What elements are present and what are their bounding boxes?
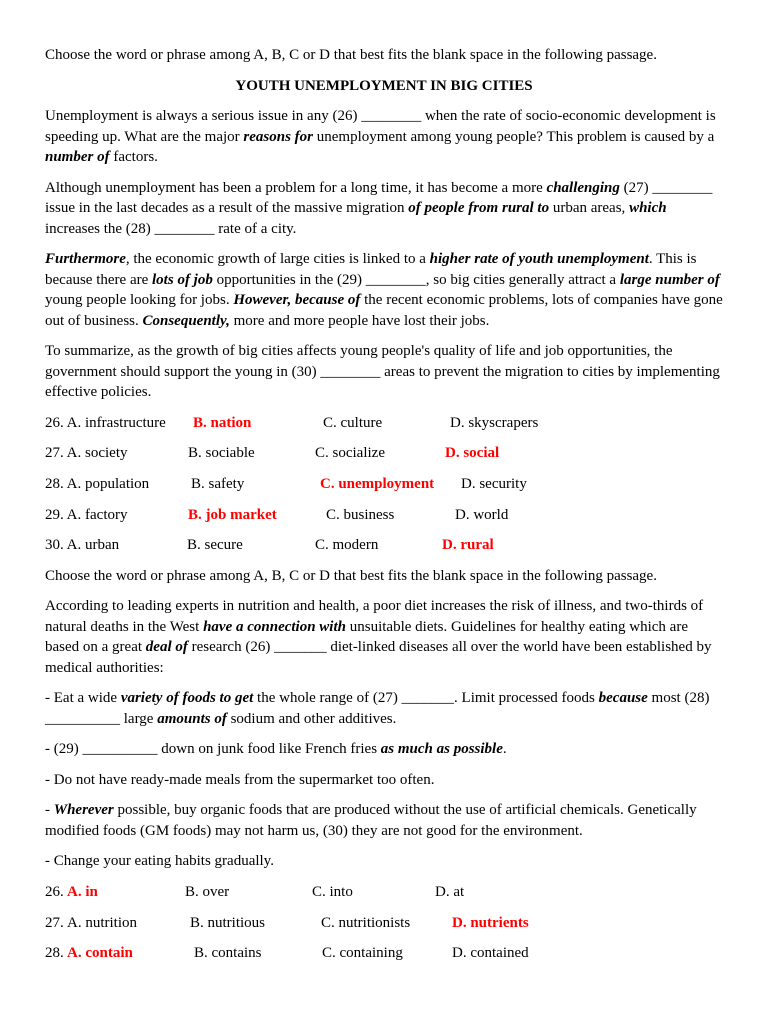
text-run: - Do not have ready-made meals from the supermarket too often. — [45, 771, 435, 788]
option: 26. A. infrastructure — [45, 414, 166, 431]
emphasis-text: large number of — [619, 271, 720, 288]
question-row — [45, 943, 723, 964]
question-row — [45, 535, 723, 556]
emphasis-text: of people from rural to — [408, 200, 550, 216]
question-row — [45, 882, 723, 903]
option: 29. A. factory — [45, 506, 128, 523]
question-number: 27. — [45, 914, 64, 931]
text-run: more and more people have lost their jobs. — [229, 312, 490, 329]
text-run: (27) ________ issue in the last decades as a result of the massive migration — [45, 179, 713, 216]
passage2-bullet-3 — [45, 770, 723, 791]
question-row — [45, 443, 723, 464]
question-row — [45, 474, 723, 495]
option: C. business — [326, 506, 395, 523]
correct-answer-option: B. nation — [193, 414, 252, 431]
text-run: possible, buy organic foods that are produced without the use of artificial chemicals. Genetically modified foods (GM foods) may not harm us, (30) they are not good for the environment. — [45, 802, 697, 839]
option: 28. A. population — [45, 475, 150, 492]
passage2-bullet-2 — [45, 739, 723, 760]
passage1-paragraph-2 — [45, 178, 723, 240]
correct-answer-option: A. contain — [67, 945, 133, 962]
passage1-paragraph-3 — [45, 249, 723, 331]
text-run: young people looking for jobs. — [45, 292, 234, 308]
emphasis-text: have a connection with — [203, 618, 346, 635]
text-run: opportunities in the (29) ________, so big cities generally attract a — [212, 271, 620, 288]
option: D. security — [461, 475, 527, 492]
text-run: , the economic growth of large cities is linked to a — [125, 251, 430, 267]
option: B. contains — [194, 945, 262, 962]
emphasis-text: lots of job — [152, 271, 213, 288]
option: C. socialize — [315, 445, 385, 462]
passage2-questions — [45, 882, 723, 964]
emphasis-text: higher rate of youth unemployment — [429, 251, 649, 267]
option: B. over — [185, 883, 230, 900]
option: D. world — [455, 506, 509, 523]
emphasis-text: However, because of — [233, 292, 361, 308]
correct-answer-option: C. unemployment — [320, 475, 435, 492]
text-run: urban areas, — [549, 200, 630, 216]
emphasis-text: because — [598, 690, 648, 707]
text-run: To summarize, as the growth of big cities affects young people's quality of life and job opportunities, the government should support the young in (30) ________ areas to prevent the migration to cities by implementing effective policies. — [45, 343, 720, 400]
passage1-title: YOUTH UNEMPLOYMENT IN BIG CITIES — [235, 77, 533, 94]
text-run: unemployment among young people? This problem is caused by a — [313, 128, 715, 145]
correct-answer-option: A. in — [67, 883, 98, 900]
correct-answer-option: B. job market — [188, 506, 277, 523]
text-run: . This is because there are — [45, 251, 697, 288]
correct-answer-option: D. social — [445, 445, 500, 462]
emphasis-text: reasons for — [243, 128, 314, 145]
option: D. contained — [452, 945, 529, 962]
emphasis-text: as much as possible — [380, 741, 503, 758]
option: 30. A. urban — [45, 537, 120, 554]
text-run: most (28) __________ large — [45, 690, 710, 727]
text-run: unsuitable diets. Guidelines for healthy eating which are based on a great — [45, 618, 688, 656]
option: D. at — [435, 883, 465, 900]
passage2-paragraph-1 — [45, 596, 723, 678]
text-run: According to leading experts in nutrition and health, a poor diet increases the risk of illness, and two-thirds of natural deaths in the West — [45, 598, 704, 635]
question-number: 26. — [45, 883, 64, 900]
passage1-paragraph-1 — [45, 106, 723, 168]
option: B. secure — [187, 537, 243, 554]
emphasis-text: challenging — [546, 179, 620, 196]
emphasis-text: number of — [45, 149, 110, 165]
question-number: 28. — [45, 945, 64, 962]
option: C. into — [312, 883, 353, 900]
option: 27. A. society — [45, 445, 128, 462]
passage1-paragraph-4 — [45, 341, 723, 403]
passage2-bullet-1 — [45, 688, 723, 729]
emphasis-text: deal of — [145, 639, 188, 656]
text-run: factors. — [109, 149, 158, 165]
emphasis-text: which — [629, 200, 667, 216]
emphasis-text: amounts of — [157, 710, 227, 727]
question-row — [45, 413, 723, 434]
passage1-instruction: Choose the word or phrase among A, B, C or D that best fits the blank space in the following passage. — [45, 47, 657, 63]
text-run: - Eat a wide — [45, 690, 121, 707]
option: A. nutrition — [67, 914, 137, 931]
text-run: - Change your eating habits gradually. — [45, 853, 274, 870]
text-run: research (26) _______ diet-linked diseases all over the world have been established by medical authorities: — [45, 639, 712, 676]
option: B. nutritious — [190, 914, 266, 931]
question-row — [45, 913, 723, 934]
text-run: - (29) __________ down on junk food like French fries — [45, 741, 381, 758]
text-run: the recent economic problems, lots of companies have gone out of business. — [45, 292, 723, 329]
emphasis-text: Wherever — [53, 802, 114, 819]
emphasis-text: variety of foods to get — [120, 690, 254, 707]
passage2-instruction: Choose the word or phrase among A, B, C or D that best fits the blank space in the following passage. — [45, 567, 657, 584]
correct-answer-option: D. rural — [442, 537, 494, 554]
option: B. safety — [191, 475, 245, 492]
option: D. skyscrapers — [450, 414, 539, 431]
text-run: increases the (28) ________ rate of a city. — [45, 220, 297, 237]
passage1-questions — [45, 413, 723, 556]
text-run: the whole range of (27) _______. Limit processed foods — [253, 690, 599, 707]
option: C. culture — [323, 414, 383, 431]
correct-answer-option: D. nutrients — [452, 914, 529, 931]
text-run: - — [45, 802, 54, 819]
option: C. modern — [315, 537, 379, 554]
emphasis-text: Furthermore — [45, 251, 126, 267]
text-run: Although unemployment has been a problem for a long time, it has become a more — [45, 179, 547, 196]
option: C. containing — [322, 945, 403, 962]
passage2-bullet-5 — [45, 851, 723, 872]
question-row — [45, 505, 723, 526]
option: C. nutritionists — [321, 914, 411, 931]
text-run: . — [502, 741, 507, 758]
text-run: sodium and other additives. — [226, 710, 397, 727]
option: B. sociable — [188, 445, 255, 462]
text-run: Unemployment is always a serious issue in any (26) ________ when the rate of socio-economic development is speeding up. What are the major — [45, 108, 716, 145]
emphasis-text: Consequently, — [142, 312, 230, 329]
passage2-bullet-4 — [45, 800, 723, 841]
